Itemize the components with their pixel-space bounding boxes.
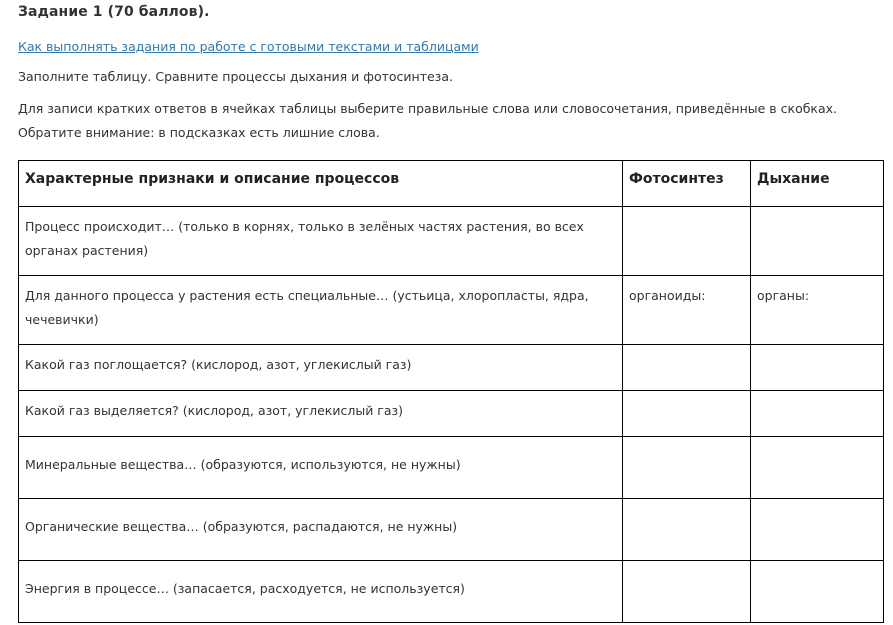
- feature-cell: Процесс происходит… (только в корнях, только в зелёных частях растения, во всех органах растения): [19, 207, 623, 276]
- header-features: Характерные признаки и описание процессов: [19, 161, 623, 207]
- feature-cell: Какой газ выделяется? (кислород, азот, углекислый газ): [19, 391, 623, 437]
- photosynthesis-answer-cell[interactable]: [623, 345, 751, 391]
- photosynthesis-answer-cell[interactable]: [623, 207, 751, 276]
- photosynthesis-answer-cell[interactable]: [623, 499, 751, 561]
- header-photosynthesis: Фотосинтез: [623, 161, 751, 207]
- respiration-answer-cell[interactable]: органы:: [751, 276, 884, 345]
- respiration-answer-cell[interactable]: [751, 345, 884, 391]
- comparison-table: [18, 160, 884, 623]
- table-row: [19, 437, 884, 499]
- respiration-answer-cell[interactable]: [751, 207, 884, 276]
- instruction-fill-table: Заполните таблицу. Сравните процессы дыхания и фотосинтеза.: [18, 69, 453, 84]
- feature-cell: Для данного процесса у растения есть специальные… (устьица, хлоропласты, ядра, чечевички): [19, 276, 623, 345]
- photosynthesis-answer-cell[interactable]: [623, 391, 751, 437]
- respiration-answer-cell[interactable]: [751, 391, 884, 437]
- photosynthesis-answer-cell[interactable]: [623, 437, 751, 499]
- photosynthesis-answer-cell[interactable]: органоиды:: [623, 276, 751, 345]
- table-row: [19, 499, 884, 561]
- table-header-row: [19, 161, 884, 207]
- respiration-answer-cell[interactable]: [751, 499, 884, 561]
- table-row: [19, 345, 884, 391]
- feature-cell: Какой газ поглощается? (кислород, азот, углекислый газ): [19, 345, 623, 391]
- task-page: [18, 0, 884, 596]
- header-respiration: Дыхание: [751, 161, 884, 207]
- feature-cell: Минеральные вещества… (образуются, используются, не нужны): [19, 437, 623, 499]
- feature-cell: Органические вещества… (образуются, распадаются, не нужны): [19, 499, 623, 561]
- help-link[interactable]: Как выполнять задания по работе с готовыми текстами и таблицами: [18, 39, 479, 54]
- respiration-answer-cell[interactable]: [751, 437, 884, 499]
- table-row: [19, 391, 884, 437]
- photosynthesis-answer-cell[interactable]: [623, 561, 751, 623]
- instruction-short-answers: Для записи кратких ответов в ячейках таблицы выберите правильные слова или словосочетания, приведённые в скобках. Обратите внимание: в подсказках есть лишние слова.: [18, 101, 838, 140]
- task-title: Задание 1 (70 баллов).: [18, 4, 210, 20]
- table-row: [19, 207, 884, 276]
- table-row: [19, 276, 884, 345]
- table-row: [19, 561, 884, 623]
- feature-cell: Энергия в процессе… (запасается, расходуется, не используется): [19, 561, 623, 623]
- respiration-answer-cell[interactable]: [751, 561, 884, 623]
